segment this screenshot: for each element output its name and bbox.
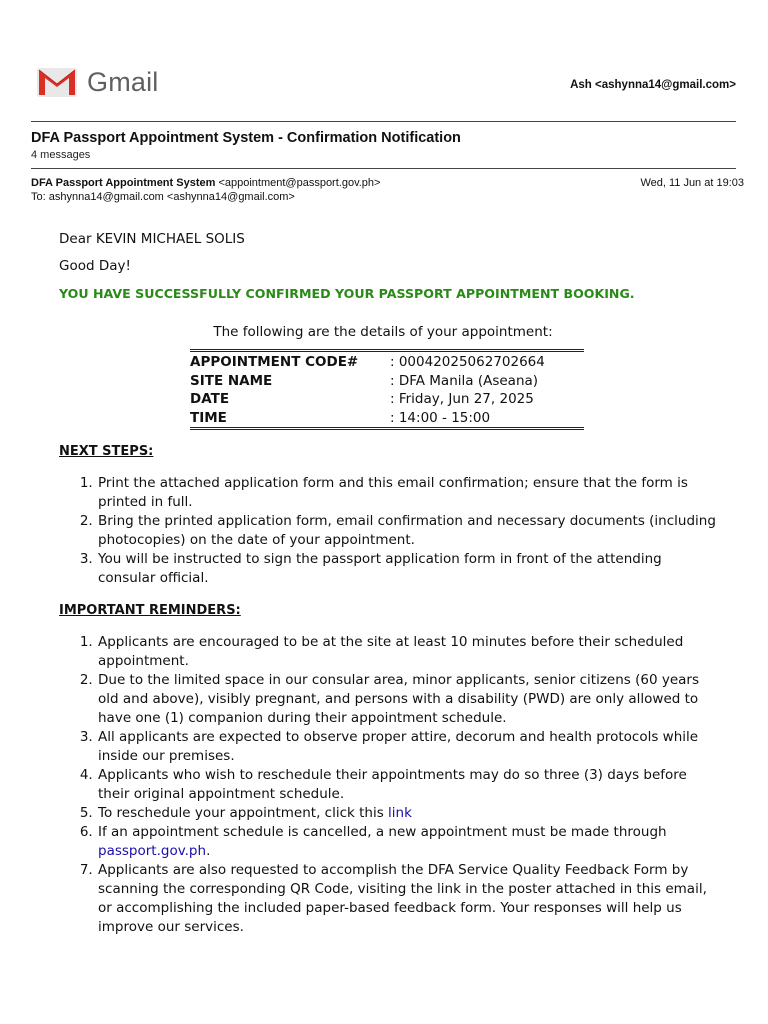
detail-label: DATE <box>190 391 230 408</box>
passport-site-link[interactable]: passport.gov.ph <box>98 843 207 860</box>
gmail-logo[interactable] <box>36 66 159 98</box>
list-item: 4. Applicants who wish to reschedule their appointments may do so three (3) days before their original appointment schedule. <box>97 766 719 804</box>
detail-value: : Friday, Jun 27, 2025 <box>390 391 534 408</box>
next-steps-list <box>59 474 719 588</box>
greeting: Dear KEVIN MICHAEL SOLIS <box>59 231 245 247</box>
account-label: Ash <ashynna14@gmail.com> <box>570 79 736 91</box>
list-item: 3. You will be instructed to sign the passport application form in front of the attending consular official. <box>97 550 719 588</box>
list-item <box>97 823 719 861</box>
reminder-text: To reschedule your appointment, click this <box>98 805 389 822</box>
header-divider <box>31 121 736 122</box>
gmail-wordmark: Gmail <box>87 66 159 97</box>
table-row <box>190 390 584 409</box>
list-item: 7. Applicants are also requested to accomplish the DFA Service Quality Feedback Form by scanning the corresponding QR Code, visiting the link in the poster attached in this email, or accomplishing the included paper-based feedback form. Your responses will help us improve our services. <box>97 861 719 937</box>
table-row <box>190 409 584 429</box>
sender-name: DFA Passport Appointment System <box>31 177 216 189</box>
list-item: 2. Bring the printed application form, email confirmation and necessary documents (including photocopies) on the date of your appointment. <box>97 512 719 550</box>
sender-line <box>31 177 380 189</box>
message-body <box>59 230 719 937</box>
details-intro: The following are the details of your appointment: <box>213 324 553 340</box>
list-item: 2. Due to the limited space in our consular area, minor applicants, senior citizens (60 years old and above), visibly pregnant, and persons with a disability (PWD) are only allowed to have one (1) companion during their appointment schedule. <box>97 671 719 728</box>
sender-email: <appointment@passport.gov.ph> <box>218 177 381 189</box>
table-row <box>190 351 584 372</box>
list-item <box>97 804 719 823</box>
reminders-heading: IMPORTANT REMINDERS: <box>59 603 241 619</box>
reminder-text: If an appointment schedule is cancelled, a new appointment must be made through <box>98 824 667 841</box>
detail-value: : 00042025062702664 <box>390 354 545 370</box>
recipient-line: To: ashynna14@gmail.com <ashynna14@gmail.com> <box>31 191 295 203</box>
gmail-m-icon <box>36 66 78 98</box>
thread-subject: DFA Passport Appointment System - Confirmation Notification <box>31 130 461 146</box>
appointment-details-table <box>190 349 584 430</box>
reschedule-link[interactable]: link <box>388 805 412 822</box>
detail-label: SITE NAME <box>190 372 273 389</box>
subject-divider <box>31 168 736 169</box>
detail-value: : DFA Manila (Aseana) <box>390 372 539 389</box>
success-banner: YOU HAVE SUCCESSFULLY CONFIRMED YOUR PASSPORT APPOINTMENT BOOKING. <box>59 286 635 301</box>
list-item: 1. Print the attached application form and this email confirmation; ensure that the form is printed in full. <box>97 474 719 512</box>
reminder-period: . <box>206 843 211 860</box>
detail-value: : 14:00 - 15:00 <box>390 409 491 426</box>
reminders-list <box>59 633 719 937</box>
good-day: Good Day! <box>59 258 131 274</box>
email-header <box>0 0 768 122</box>
list-item: 1. Applicants are encouraged to be at the site at least 10 minutes before their scheduled appointment. <box>97 633 719 671</box>
detail-label: TIME <box>190 409 227 426</box>
list-item: 3. All applicants are expected to observe proper attire, decorum and health protocols while inside our premises. <box>97 728 719 766</box>
message-date: Wed, 11 Jun at 19:03 <box>640 177 744 189</box>
message-count: 4 messages <box>31 149 91 161</box>
table-row <box>190 372 584 391</box>
next-steps-heading: NEXT STEPS: <box>59 444 154 460</box>
detail-label: APPOINTMENT CODE# <box>190 354 359 370</box>
